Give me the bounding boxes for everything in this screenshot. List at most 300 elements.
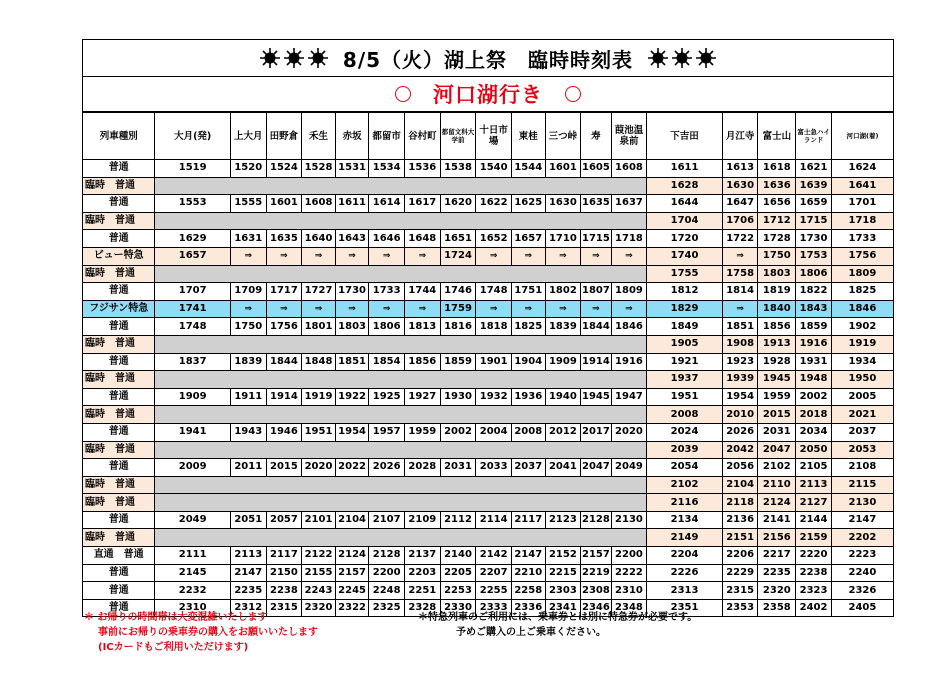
time-cell: 1909 [545,353,581,371]
train-type: 普通 [83,564,155,582]
time-cell: 2402 [796,599,832,617]
time-cell: 1945 [758,371,796,389]
time-cell: 2155 [302,564,336,582]
time-cell: 1740 [647,247,723,265]
time-cell: 1901 [476,353,512,371]
column-header: 月江寺 [722,113,758,160]
time-cell: 1931 [796,353,832,371]
time-cell: 1646 [369,230,405,248]
time-cell: 1859 [440,353,476,371]
time-cell: 1728 [758,230,796,248]
time-cell: 1704 [647,212,723,230]
time-cell: 1856 [758,318,796,336]
pass-arrow: ⇒ [581,300,611,318]
train-type: 臨時 普通 [83,265,155,283]
no-service-cell [155,476,647,494]
time-cell: 2144 [796,511,832,529]
time-cell: 2026 [722,423,758,441]
time-cell: 1748 [476,283,512,301]
time-cell: 2358 [758,599,796,617]
time-cell: 2002 [796,388,832,406]
timetable-body [83,160,894,617]
pass-arrow: ⇒ [302,300,336,318]
time-cell: 1715 [581,230,611,248]
time-cell: 1839 [545,318,581,336]
time-cell: 1712 [758,212,796,230]
time-cell: 2405 [831,599,893,617]
time-cell: 2111 [155,547,231,565]
time-cell: 1802 [545,283,581,301]
time-cell: 1639 [796,177,832,195]
time-cell: 1756 [266,318,302,336]
train-type: 普通 [83,511,155,529]
table-row [83,476,894,494]
column-header: 谷村町 [405,113,441,160]
time-cell: 2206 [722,547,758,565]
time-cell: 1825 [831,283,893,301]
time-cell: 1945 [581,388,611,406]
time-cell: 2210 [511,564,545,582]
pass-arrow: ⇒ [722,247,758,265]
time-cell: 1943 [230,423,266,441]
pass-arrow: ⇒ [545,247,581,265]
time-cell: 1846 [831,300,893,318]
time-cell: 1717 [266,283,302,301]
time-cell: 1528 [302,160,336,178]
time-cell: 1733 [369,283,405,301]
time-cell: 2026 [369,459,405,477]
time-cell: 1614 [369,195,405,213]
no-service-cell [155,494,647,512]
time-cell: 2031 [440,459,476,477]
time-cell: 1914 [581,353,611,371]
table-row [83,283,894,301]
time-cell: 1652 [476,230,512,248]
time-cell: 2152 [545,547,581,565]
time-cell: 1720 [647,230,723,248]
time-cell: 2235 [230,582,266,600]
time-cell: 1524 [266,160,302,178]
pass-arrow: ⇒ [405,247,441,265]
pass-arrow: ⇒ [511,300,545,318]
train-type: 臨時 普通 [83,212,155,230]
time-cell: 2128 [369,547,405,565]
time-cell: 1630 [722,177,758,195]
time-cell: 1806 [796,265,832,283]
time-cell: 1536 [405,160,441,178]
note-line: ＊ お帰りの時間帯は大変混雑いたします [84,612,268,623]
train-type: 普通 [83,423,155,441]
train-type: 普通 [83,459,155,477]
time-cell: 1636 [758,177,796,195]
time-cell: 1813 [405,318,441,336]
header-row [83,113,894,160]
time-cell: 1644 [647,195,723,213]
time-cell: 1919 [831,335,893,353]
train-type: 普通 [83,388,155,406]
train-type: 普通 [83,195,155,213]
time-cell: 2056 [722,459,758,477]
time-cell: 2245 [335,582,369,600]
time-cell: 1715 [796,212,832,230]
time-cell: 2200 [369,564,405,582]
time-cell: 1730 [335,283,369,301]
time-cell: 1839 [230,353,266,371]
note-line: 事前にお帰りの乗車券の購入をお願いいたします [98,627,318,638]
no-service-cell [155,371,647,389]
time-cell: 1937 [647,371,723,389]
time-cell: 2147 [831,511,893,529]
time-cell: 2200 [611,547,647,565]
time-cell: 2017 [581,423,611,441]
time-cell: 1819 [758,283,796,301]
time-cell: 1640 [302,230,336,248]
time-cell: 2315 [722,582,758,600]
time-cell: 2223 [831,547,893,565]
time-cell: 1618 [758,160,796,178]
time-cell: 2117 [266,547,302,565]
time-cell: 1534 [369,160,405,178]
time-cell: 1925 [369,388,405,406]
time-cell: 1641 [831,177,893,195]
time-cell: 2222 [611,564,647,582]
time-cell: 2226 [647,564,723,582]
time-cell: 1814 [722,283,758,301]
time-cell: 1657 [511,230,545,248]
column-header: 十日市場 [476,113,512,160]
time-cell: 1914 [266,388,302,406]
destination-label: 河口湖行き [433,83,543,107]
time-cell: 2255 [476,582,512,600]
notes-right [418,610,697,640]
pass-arrow: ⇒ [545,300,581,318]
time-cell: 2049 [611,459,647,477]
table-row [83,353,894,371]
time-cell: 2147 [230,564,266,582]
table-row [83,177,894,195]
time-cell: 1957 [369,423,405,441]
time-cell: 2041 [545,459,581,477]
column-header: 東桂 [511,113,545,160]
time-cell: 1613 [722,160,758,178]
note-line: (ICカードもご利用いただけます) [98,642,249,653]
time-cell: 1519 [155,160,231,178]
time-cell: 1631 [230,230,266,248]
time-cell: 2235 [758,564,796,582]
time-cell: 2348 [611,599,647,617]
pass-arrow: ⇒ [335,300,369,318]
time-cell: 1801 [302,318,336,336]
time-cell: 1913 [758,335,796,353]
time-cell: 2220 [796,547,832,565]
time-cell: 2141 [758,511,796,529]
table-row [83,441,894,459]
time-cell: 2122 [302,547,336,565]
time-cell: 1628 [647,177,723,195]
column-header: 都留文科大学前 [440,113,476,160]
table-row [83,511,894,529]
time-cell: 1741 [155,300,231,318]
time-cell: 2134 [647,511,723,529]
sun-icon [259,47,281,69]
table-row [83,160,894,178]
time-cell: 1825 [511,318,545,336]
time-cell: 2102 [647,476,723,494]
no-service-cell [155,212,647,230]
time-cell: 1630 [545,195,581,213]
time-cell: 1818 [476,318,512,336]
table-row [83,564,894,582]
time-cell: 2005 [831,388,893,406]
timetable [82,112,894,617]
time-cell: 2308 [581,582,611,600]
time-cell: 2123 [545,511,581,529]
time-cell: 2136 [722,511,758,529]
time-cell: 1538 [440,160,476,178]
time-cell: 1748 [155,318,231,336]
time-cell: 2031 [758,423,796,441]
column-header: 下吉田 [647,113,723,160]
time-cell: 2101 [302,511,336,529]
time-cell: 2037 [831,423,893,441]
no-service-cell [155,177,647,195]
time-cell: 2313 [647,582,723,600]
pass-arrow: ⇒ [611,247,647,265]
column-header: 禾生 [302,113,336,160]
time-cell: 2325 [369,599,405,617]
time-cell: 2128 [581,511,611,529]
notes-left [84,610,318,655]
note-line: 予めご購入の上ご乗車ください。 [456,627,606,638]
column-header: 寿 [581,113,611,160]
time-cell: 1531 [335,160,369,178]
time-cell: 1635 [266,230,302,248]
time-cell: 2312 [230,599,266,617]
time-cell: 1706 [722,212,758,230]
train-type: 普通 [83,353,155,371]
time-cell: 1718 [611,230,647,248]
time-cell: 2217 [758,547,796,565]
train-type: 臨時 普通 [83,529,155,547]
time-cell: 1637 [611,195,647,213]
time-cell: 2251 [405,582,441,600]
pass-arrow: ⇒ [722,300,758,318]
time-cell: 2353 [722,599,758,617]
time-cell: 2113 [230,547,266,565]
column-header: 赤坂 [335,113,369,160]
time-cell: 1727 [302,283,336,301]
time-cell: 1744 [405,283,441,301]
train-type: 普通 [83,230,155,248]
no-service-cell [155,335,647,353]
column-header: 田野倉 [266,113,302,160]
time-cell: 1909 [155,388,231,406]
time-cell: 2202 [831,529,893,547]
train-type: 普通 [83,160,155,178]
time-cell: 1722 [722,230,758,248]
time-cell: 1520 [230,160,266,178]
time-cell: 2330 [440,599,476,617]
time-cell: 1608 [302,195,336,213]
time-cell: 1948 [796,371,832,389]
time-cell: 2320 [302,599,336,617]
time-cell: 1921 [647,353,723,371]
time-cell: 2015 [758,406,796,424]
time-cell: 1605 [581,160,611,178]
train-type: ビュー特急 [83,247,155,265]
time-cell: 1648 [405,230,441,248]
time-cell: 2303 [545,582,581,600]
time-cell: 1809 [611,283,647,301]
time-cell: 1621 [796,160,832,178]
train-type: 普通 [83,283,155,301]
train-type: 普通 [83,318,155,336]
no-service-cell [155,406,647,424]
time-cell: 2346 [581,599,611,617]
time-cell: 2219 [581,564,611,582]
sun-icon [647,47,669,69]
train-type: 臨時 普通 [83,335,155,353]
train-type: 普通 [83,599,155,617]
train-type: 直通 普通 [83,547,155,565]
time-cell: 1930 [440,388,476,406]
time-cell: 2351 [647,599,723,617]
time-cell: 2004 [476,423,512,441]
sun-icon [695,47,717,69]
time-cell: 1657 [155,247,231,265]
page-title: 8/5（火）湖上祭 臨時時刻表 [342,47,634,72]
time-cell: 2328 [405,599,441,617]
train-type: 臨時 普通 [83,476,155,494]
time-cell: 1941 [155,423,231,441]
pass-arrow: ⇒ [581,247,611,265]
time-cell: 1622 [476,195,512,213]
time-cell: 2150 [266,564,302,582]
time-cell: 2057 [266,511,302,529]
time-cell: 1647 [722,195,758,213]
time-cell: 2207 [476,564,512,582]
train-type: フジサン特急 [83,300,155,318]
time-cell: 1809 [831,265,893,283]
time-cell: 1843 [796,300,832,318]
time-cell: 2011 [230,459,266,477]
time-cell: 1856 [405,353,441,371]
time-cell: 2253 [440,582,476,600]
time-cell: 2022 [335,459,369,477]
time-cell: 2115 [831,476,893,494]
time-cell: 2109 [405,511,441,529]
table-row [83,247,894,265]
train-type: 臨時 普通 [83,177,155,195]
time-cell: 1908 [722,335,758,353]
pass-arrow: ⇒ [302,247,336,265]
time-cell: 2020 [611,423,647,441]
time-cell: 2018 [796,406,832,424]
time-cell: 1844 [266,353,302,371]
table-row [83,494,894,512]
time-cell: 1710 [545,230,581,248]
train-type: 臨時 普通 [83,406,155,424]
time-cell: 1816 [440,318,476,336]
time-cell: 2053 [831,441,893,459]
time-cell: 2037 [511,459,545,477]
time-cell: 2042 [722,441,758,459]
time-cell: 1656 [758,195,796,213]
time-cell: 2147 [511,547,545,565]
time-cell: 1919 [302,388,336,406]
sun-icon [671,47,693,69]
time-cell: 1904 [511,353,545,371]
pass-arrow: ⇒ [230,300,266,318]
column-header: 葭池温泉前 [611,113,647,160]
time-cell: 2258 [511,582,545,600]
time-cell: 1922 [335,388,369,406]
column-header: 富士山 [758,113,796,160]
column-header: 富士急ハイランド [796,113,832,160]
time-cell: 1746 [440,283,476,301]
time-cell: 1707 [155,283,231,301]
time-cell: 2232 [155,582,231,600]
time-cell: 1851 [335,353,369,371]
table-row [83,371,894,389]
pass-arrow: ⇒ [611,300,647,318]
time-cell: 1902 [831,318,893,336]
time-cell: 2159 [796,529,832,547]
time-cell: 1939 [722,371,758,389]
time-cell: 1659 [796,195,832,213]
time-cell: 2033 [476,459,512,477]
time-cell: 1753 [796,247,832,265]
time-cell: 1608 [611,160,647,178]
time-cell: 1701 [831,195,893,213]
time-cell: 2140 [440,547,476,565]
time-cell: 1555 [230,195,266,213]
table-row [83,212,894,230]
time-cell: 1750 [230,318,266,336]
time-cell: 1951 [647,388,723,406]
time-cell: 2047 [581,459,611,477]
time-cell: 1851 [722,318,758,336]
time-cell: 1755 [647,265,723,283]
time-cell: 2050 [796,441,832,459]
time-cell: 2012 [545,423,581,441]
time-cell: 1859 [796,318,832,336]
time-cell: 1936 [511,388,545,406]
time-cell: 1724 [440,247,476,265]
time-cell: 1947 [611,388,647,406]
time-cell: 2215 [545,564,581,582]
column-header: 都留市 [369,113,405,160]
time-cell: 2107 [369,511,405,529]
table-row [83,547,894,565]
time-cell: 1624 [831,160,893,178]
time-cell: 2127 [796,494,832,512]
time-cell: 1758 [722,265,758,283]
time-cell: 2002 [440,423,476,441]
pass-arrow: ⇒ [266,300,302,318]
time-cell: 2333 [476,599,512,617]
time-cell: 1946 [266,423,302,441]
time-cell: 2049 [155,511,231,529]
time-cell: 1544 [511,160,545,178]
pass-arrow: ⇒ [369,300,405,318]
note-line: ＊特急列車のご利用には、乗車券とは別に特急券が必要です。 [418,612,698,623]
time-cell: 1806 [369,318,405,336]
time-cell: 2149 [647,529,723,547]
pass-arrow: ⇒ [266,247,302,265]
time-cell: 2336 [511,599,545,617]
column-header: 大月(発) [155,113,231,160]
